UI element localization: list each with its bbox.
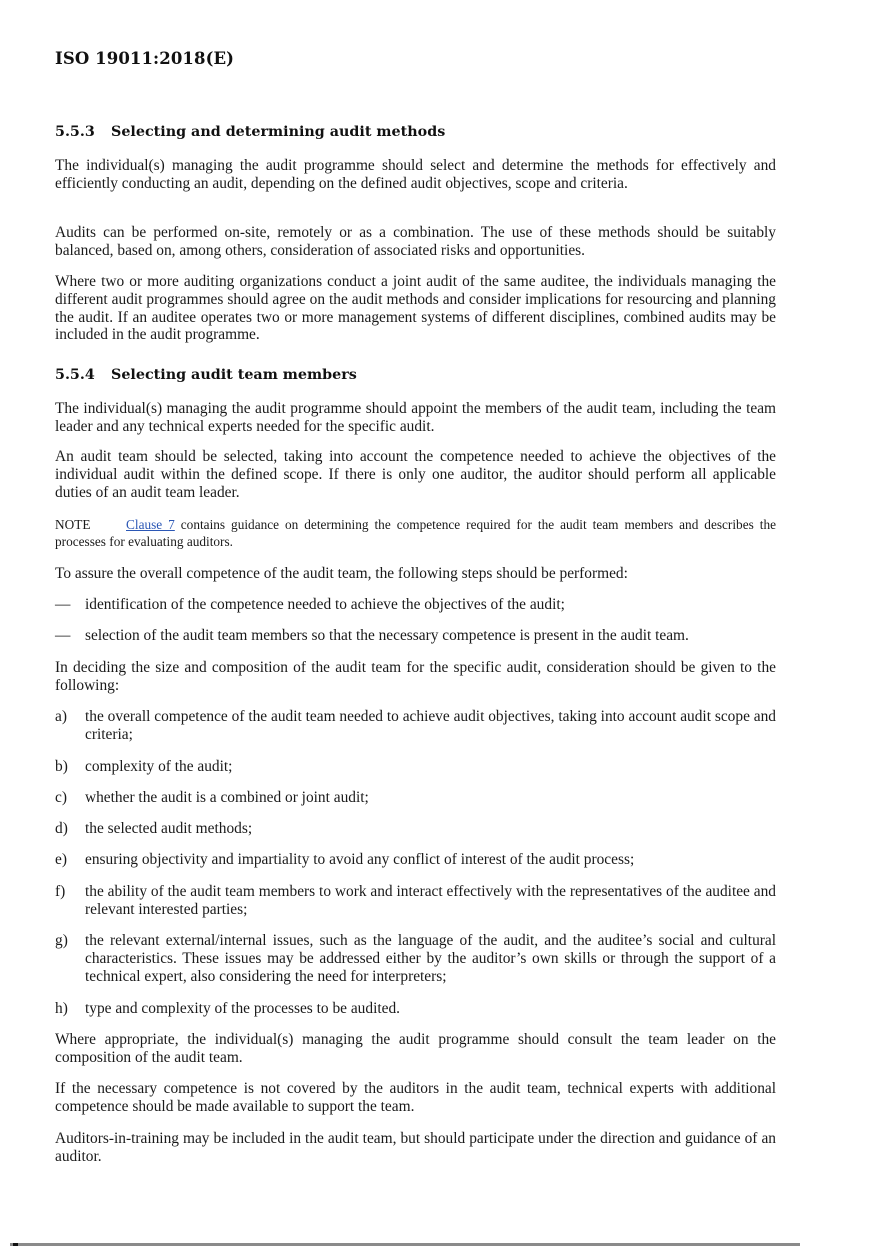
list-item (55, 883, 776, 919)
list-marker: b) (55, 758, 68, 775)
document-id-header: ISO 19011:2018(E) (55, 49, 235, 68)
list-item-text: the overall competence of the audit team needed to achieve audit objectives, taking into account audit scope and criteria; (85, 708, 776, 743)
list-marker: e) (55, 851, 67, 868)
paragraph: Audits can be performed on-site, remotely or as a combination. The use of these methods should be suitably balanced, based on, among others, consideration of associated risks and opportunities. (55, 224, 776, 259)
section-number: 5.5.3 (55, 124, 95, 140)
list-item-text: the ability of the audit team members to work and interact effectively with the representatives of the auditee and relevant interested parties; (85, 883, 776, 918)
list-item-text: the selected audit methods; (85, 820, 253, 837)
dash-marker: — (55, 627, 71, 644)
list-item (55, 758, 776, 776)
paragraph: Auditors-in-training may be included in the audit team, but should participate under the direction and guidance of an auditor. (55, 1130, 776, 1165)
list-item (55, 596, 776, 614)
section-title: Selecting audit team members (111, 367, 357, 383)
note (55, 516, 776, 550)
scrollbar-thumb[interactable] (13, 1243, 18, 1246)
horizontal-scrollbar[interactable] (10, 1243, 800, 1246)
list-item (55, 708, 776, 744)
note-label: NOTE (55, 517, 91, 532)
list-marker: a) (55, 708, 67, 725)
section-heading-5-5-3 (55, 124, 445, 140)
list-marker: f) (55, 883, 66, 900)
paragraph: To assure the overall competence of the audit team, the following steps should be performed: (55, 565, 628, 582)
section-number: 5.5.4 (55, 367, 95, 383)
list-item-text: selection of the audit team members so that the necessary competence is present in the audit team. (85, 627, 689, 644)
list-item-text: ensuring objectivity and impartiality to avoid any conflict of interest of the audit process; (85, 851, 635, 868)
list-item (55, 627, 776, 645)
list-marker: h) (55, 1000, 68, 1017)
paragraph: An audit team should be selected, taking into account the competence needed to achieve the objectives of the individual audit within the defined scope. If there is only one auditor, the auditor should perform all applicable duties of an audit team leader. (55, 448, 776, 501)
list-marker: c) (55, 789, 67, 806)
list-item (55, 789, 776, 807)
list-item (55, 1000, 776, 1018)
paragraph: The individual(s) managing the audit programme should appoint the members of the audit team, including the team leader and any technical experts needed for the specific audit. (55, 400, 776, 435)
list-item-text: whether the audit is a combined or joint audit; (85, 789, 369, 806)
list-item-text: the relevant external/internal issues, such as the language of the audit, and the auditee’s social and cultural characteristics. These issues may be addressed either by the auditor’s own skills or through the support of a technical expert, also considering the need for interpreters; (85, 932, 776, 985)
paragraph: Where two or more auditing organizations conduct a joint audit of the same auditee, the individuals managing the different audit programmes should agree on the audit methods and consider implications for resourcing and planning the audit. If an auditee operates two or more management systems of different disciplines, combined audits may be included in the audit programme. (55, 273, 776, 344)
list-item (55, 820, 776, 838)
note-text: contains guidance on determining the competence required for the audit team members and describes the processes for evaluating auditors. (55, 517, 776, 549)
paragraph: The individual(s) managing the audit programme should select and determine the methods for effectively and efficiently conducting an audit, depending on the defined audit objectives, scope and criteria. (55, 157, 776, 192)
list-item-text: identification of the competence needed to achieve the objectives of the audit; (85, 596, 565, 613)
dash-marker: — (55, 596, 71, 613)
list-marker: d) (55, 820, 68, 837)
paragraph: Where appropriate, the individual(s) managing the audit programme should consult the team leader on the composition of the audit team. (55, 1031, 776, 1066)
list-item (55, 851, 776, 869)
paragraph: In deciding the size and composition of the audit team for the specific audit, consideration should be given to the following: (55, 659, 776, 694)
list-marker: g) (55, 932, 68, 949)
list-item (55, 932, 776, 985)
clause-7-link[interactable]: Clause 7 (126, 517, 175, 532)
section-title: Selecting and determining audit methods (111, 124, 446, 140)
paragraph: If the necessary competence is not covered by the auditors in the audit team, technical experts with additional competence should be made available to support the team. (55, 1080, 776, 1115)
section-heading-5-5-4 (55, 367, 357, 383)
list-item-text: complexity of the audit; (85, 758, 233, 775)
list-item-text: type and complexity of the processes to be audited. (85, 1000, 400, 1017)
